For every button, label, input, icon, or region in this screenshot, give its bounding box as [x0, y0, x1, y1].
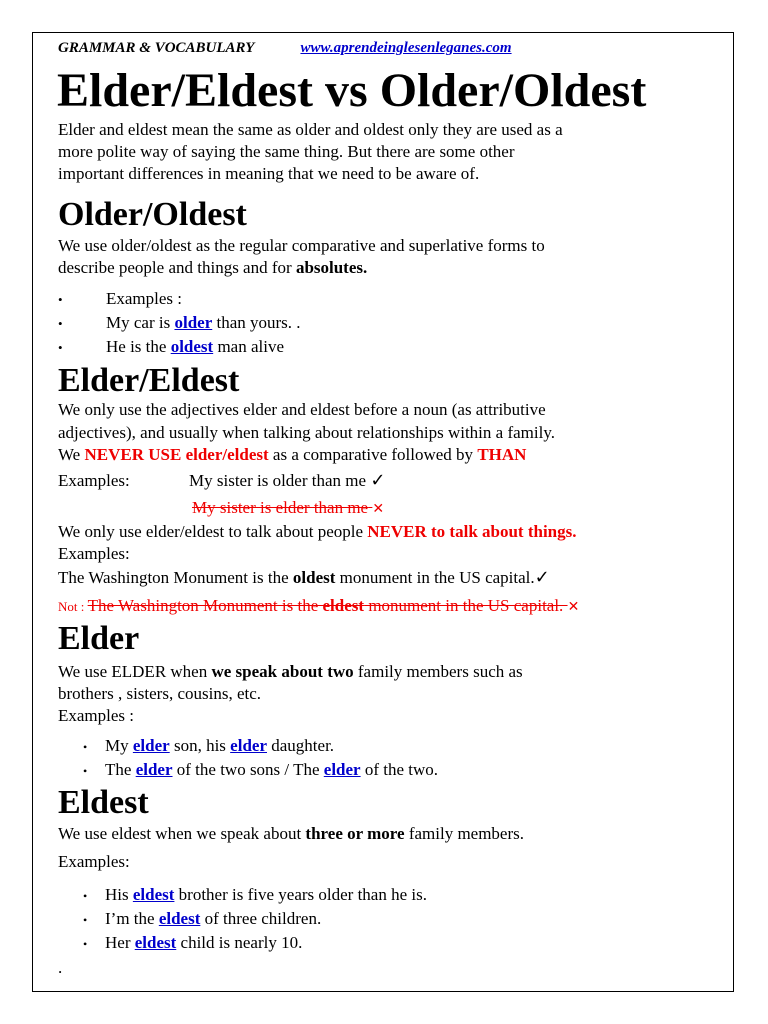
header-category: GRAMMAR & VOCABULARY	[58, 40, 255, 56]
eldest-line-2: Examples:	[58, 852, 130, 871]
elder-line-2: brothers , sisters, cousins, etc.	[58, 684, 262, 703]
keyword-oldest[interactable]: oldest	[170, 337, 214, 356]
header-website-link[interactable]: www.aprendeinglesenleganes.com	[300, 40, 512, 56]
list-item: • I’m the eldest of three children.	[83, 908, 321, 931]
check-icon: ✓	[534, 567, 550, 588]
list-item: • His eldest brother is five years older than he is.	[83, 884, 427, 907]
page-title: Elder/Eldest vs Older/Oldest	[57, 64, 647, 117]
elder-line-3: Examples :	[58, 706, 135, 725]
check-icon: ✓	[370, 470, 386, 491]
bullet: •	[83, 913, 88, 927]
list-item: • Examples :	[58, 288, 182, 311]
bullet: •	[58, 340, 63, 355]
example-monument-incorrect: Not : The Washington Monument is the eldest monument in the US capital. ✕	[58, 596, 580, 615]
older-desc-line-1: We use older/oldest as the regular comparative and superlative forms to	[58, 236, 545, 255]
keyword-elder[interactable]: elder	[230, 736, 267, 755]
cross-icon: ✕	[372, 501, 385, 517]
section-heading-older-oldest: Older/Oldest	[58, 196, 247, 233]
eldest-line-1: We use eldest when we speak about three or more family members.	[58, 824, 525, 843]
elder-eldest-line-4: We only use elder/eldest to talk about people NEVER to talk about things.	[58, 522, 577, 541]
list-item: • My car is older than yours. .	[58, 312, 301, 335]
keyword-eldest[interactable]: eldest	[134, 933, 177, 952]
bullet: •	[83, 937, 88, 951]
bullet: •	[58, 316, 63, 331]
intro-line-3: important differences in meaning that we need to be aware of.	[58, 164, 480, 183]
elder-line-1: We use ELDER when we speak about two family members such as	[58, 662, 523, 681]
older-desc-line-2: describe people and things and for absolutes.	[58, 258, 368, 277]
intro-line-1: Elder and eldest mean the same as older and oldest only they are used as a	[58, 120, 563, 139]
elder-eldest-line-5: Examples:	[58, 544, 130, 563]
example-incorrect: My sister is elder than me ✕	[192, 498, 385, 517]
elder-eldest-line-1: We only use the adjectives elder and eldest before a noun (as attributive	[58, 400, 546, 419]
section-heading-elder-eldest: Elder/Eldest	[58, 362, 240, 399]
section-heading-eldest: Eldest	[58, 784, 149, 821]
keyword-eldest[interactable]: eldest	[132, 885, 175, 904]
example-monument-correct: The Washington Monument is the oldest monument in the US capital.✓	[58, 567, 550, 588]
bullet: •	[83, 889, 88, 903]
section-heading-elder: Elder	[58, 620, 140, 657]
elder-eldest-line-2: adjectives), and usually when talking about relationships within a family.	[58, 423, 555, 442]
bullet: •	[83, 764, 88, 778]
example-correct: Examples: My sister is older than me ✓	[58, 470, 386, 491]
keyword-older[interactable]: older	[174, 313, 213, 332]
not-label: Not :	[58, 599, 88, 614]
intro-line-2: more polite way of saying the same thing. But there are some other	[58, 142, 515, 161]
keyword-eldest[interactable]: eldest	[158, 909, 201, 928]
end-mark: .	[58, 958, 63, 977]
page-header	[58, 40, 512, 57]
list-item: • He is the oldest man alive	[58, 336, 284, 359]
elder-eldest-line-3: We NEVER USE elder/eldest as a comparative followed by THAN	[58, 445, 527, 464]
keyword-elder[interactable]: elder	[323, 760, 361, 779]
document-page	[32, 32, 734, 992]
bullet: •	[83, 740, 88, 754]
list-item: • Her eldest child is nearly 10.	[83, 932, 302, 955]
keyword-elder[interactable]: elder	[135, 760, 173, 779]
cross-icon: ✕	[567, 599, 580, 615]
bullet: •	[58, 292, 63, 307]
list-item: • My elder son, his elder daughter.	[83, 735, 334, 758]
list-item: • The elder of the two sons / The elder of the two.	[83, 759, 438, 782]
keyword-elder[interactable]: elder	[132, 736, 170, 755]
